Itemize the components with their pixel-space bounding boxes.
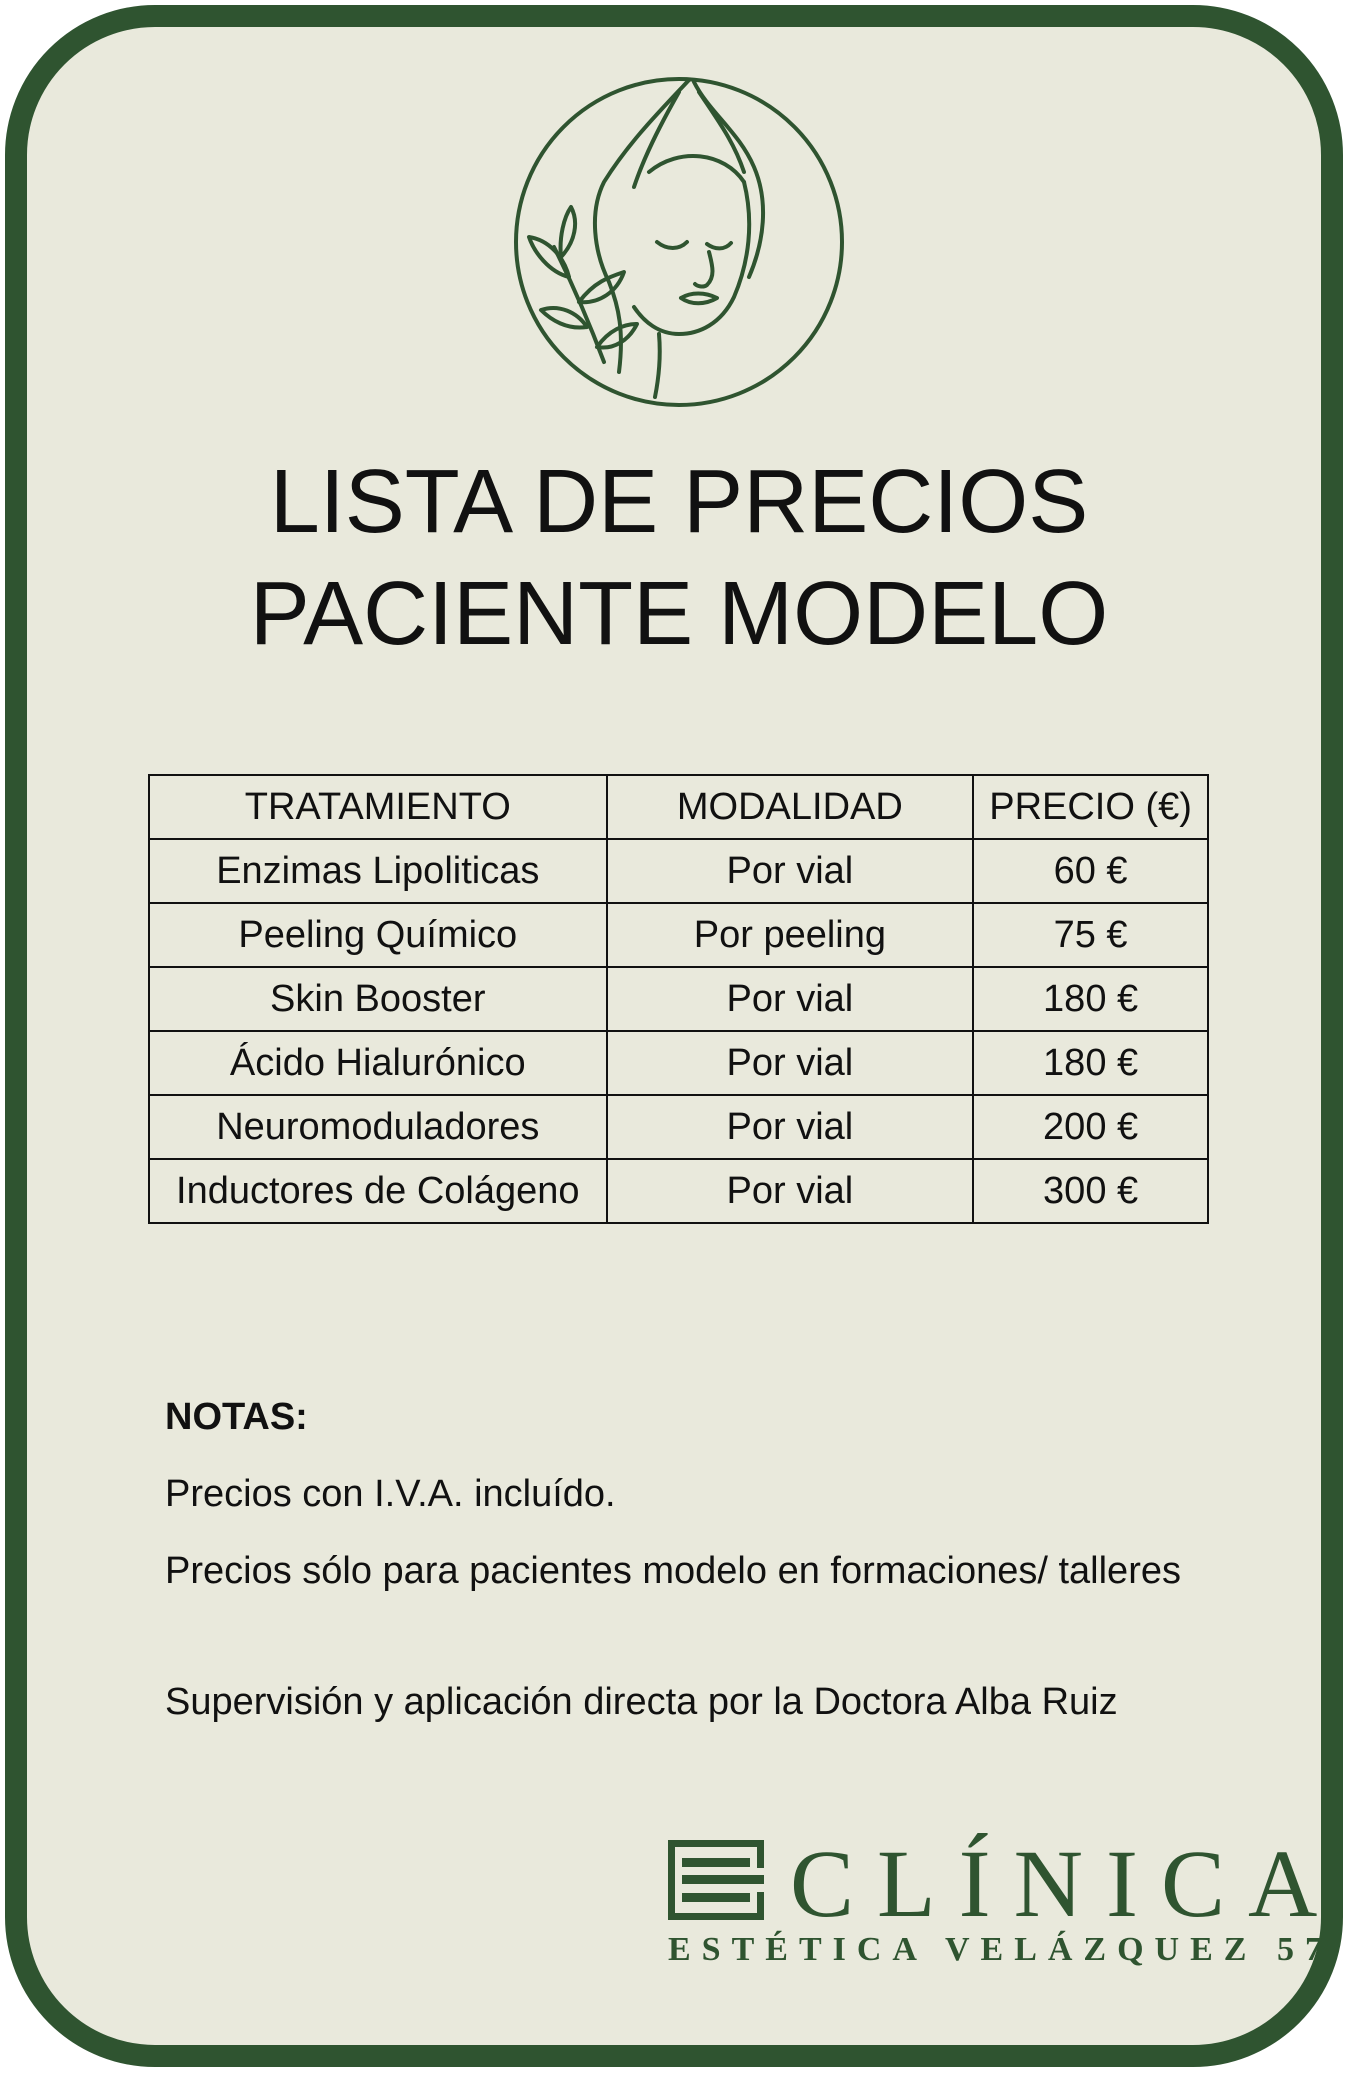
cell-precio: 180 € xyxy=(973,967,1208,1031)
cell-tratamiento: Enzimas Lipoliticas xyxy=(149,839,607,903)
table-row xyxy=(149,1031,1208,1095)
cell-tratamiento: Inductores de Colágeno xyxy=(149,1159,607,1223)
cell-precio: 60 € xyxy=(973,839,1208,903)
header-precio: PRECIO (€) xyxy=(973,775,1208,839)
cell-tratamiento: Neuromoduladores xyxy=(149,1095,607,1159)
brand-subtitle: ESTÉTICA VELÁZQUEZ 57 xyxy=(668,1931,1333,1968)
cell-modalidad: Por vial xyxy=(607,967,974,1031)
table-header-row xyxy=(149,775,1208,839)
cell-modalidad: Por vial xyxy=(607,1031,974,1095)
page-title-line1: LISTA DE PRECIOS xyxy=(269,452,1089,552)
note-supervision: Supervisión y aplicación directa por la Doctora Alba Ruiz xyxy=(165,1681,1118,1723)
header-modalidad: MODALIDAD xyxy=(607,775,974,839)
page-title-line2: PACIENTE MODELO xyxy=(249,564,1109,664)
cell-modalidad: Por vial xyxy=(607,1159,974,1223)
cell-tratamiento: Peeling Químico xyxy=(149,903,607,967)
notes-title: NOTAS: xyxy=(165,1396,308,1438)
cell-precio: 300 € xyxy=(973,1159,1208,1223)
table-row xyxy=(149,903,1208,967)
stacked-bars-logo-icon xyxy=(668,1840,764,1920)
note-modelo: Precios sólo para pacientes modelo en formaciones/ talleres xyxy=(165,1550,1181,1592)
table-row xyxy=(149,967,1208,1031)
cell-modalidad: Por vial xyxy=(607,1095,974,1159)
brand-name: CLÍNICA xyxy=(790,1830,1341,1937)
cell-modalidad: Por vial xyxy=(607,839,974,903)
cell-tratamiento: Ácido Hialurónico xyxy=(149,1031,607,1095)
cell-tratamiento: Skin Booster xyxy=(149,967,607,1031)
cell-modalidad: Por peeling xyxy=(607,903,974,967)
cell-precio: 200 € xyxy=(973,1095,1208,1159)
table-row xyxy=(149,1159,1208,1223)
woman-face-leaf-icon xyxy=(509,72,849,412)
table-row xyxy=(149,1095,1208,1159)
price-table xyxy=(148,774,1209,1224)
table-row xyxy=(149,839,1208,903)
cell-precio: 180 € xyxy=(973,1031,1208,1095)
header-tratamiento: TRATAMIENTO xyxy=(149,775,607,839)
cell-precio: 75 € xyxy=(973,903,1208,967)
note-iva: Precios con I.V.A. incluído. xyxy=(165,1473,616,1515)
